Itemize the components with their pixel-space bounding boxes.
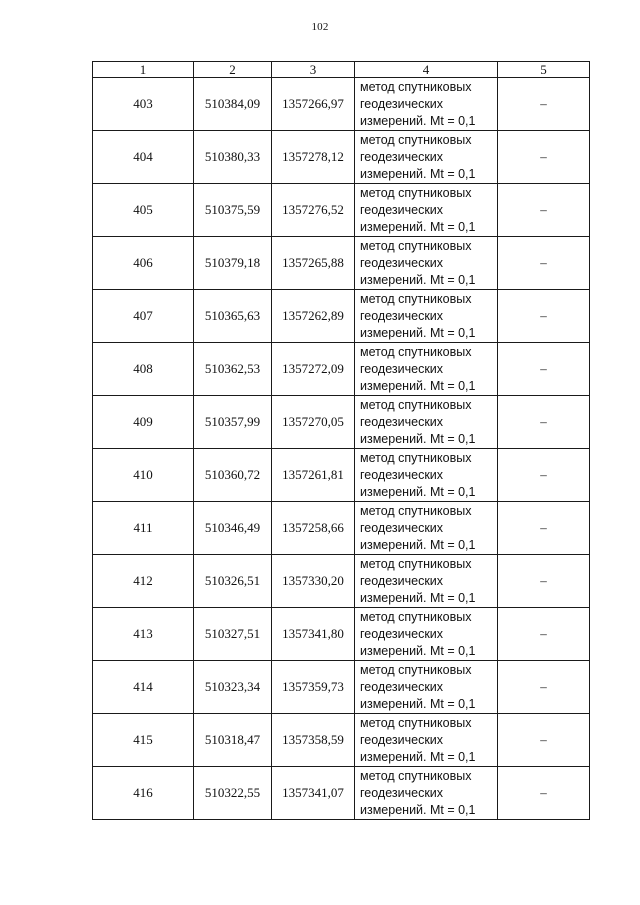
method-line: геодезических [360, 414, 444, 429]
y-coordinate-cell: 1357359,73 [272, 661, 355, 714]
method-line: геодезических [360, 626, 444, 641]
point-number-cell: 405 [93, 184, 194, 237]
y-coordinate-cell: 1357266,97 [272, 78, 355, 131]
method-cell [355, 131, 498, 184]
note-cell: – [498, 237, 590, 290]
point-number-cell: 415 [93, 714, 194, 767]
method-line: измерений. Mt = 0,1 [360, 643, 476, 658]
table-row [93, 502, 590, 555]
method-line: измерений. Mt = 0,1 [360, 378, 476, 393]
note-cell: – [498, 131, 590, 184]
method-line: метод спутниковых [360, 291, 472, 306]
method-cell [355, 661, 498, 714]
method-line: геодезических [360, 785, 444, 800]
note-cell: – [498, 608, 590, 661]
method-cell [355, 184, 498, 237]
method-cell [355, 237, 498, 290]
table-row [93, 237, 590, 290]
method-line: метод спутниковых [360, 79, 472, 94]
method-line: метод спутниковых [360, 450, 472, 465]
method-line: геодезических [360, 96, 444, 111]
method-cell [355, 343, 498, 396]
note-cell: – [498, 767, 590, 820]
y-coordinate-cell: 1357341,07 [272, 767, 355, 820]
page-number: 102 [311, 21, 329, 33]
y-coordinate-cell: 1357258,66 [272, 502, 355, 555]
y-coordinate-cell: 1357265,88 [272, 237, 355, 290]
method-line: метод спутниковых [360, 556, 472, 571]
point-number-cell: 408 [93, 343, 194, 396]
method-line: измерений. Mt = 0,1 [360, 219, 476, 234]
x-coordinate-cell: 510379,18 [194, 237, 272, 290]
coordinates-table [92, 61, 590, 820]
method-line: метод спутниковых [360, 344, 472, 359]
x-coordinate-cell: 510384,09 [194, 78, 272, 131]
method-cell [355, 767, 498, 820]
method-line: геодезических [360, 308, 444, 323]
method-line: метод спутниковых [360, 185, 472, 200]
table-row [93, 343, 590, 396]
y-coordinate-cell: 1357278,12 [272, 131, 355, 184]
table-row [93, 78, 590, 131]
method-line: измерений. Mt = 0,1 [360, 272, 476, 287]
note-cell: – [498, 290, 590, 343]
method-line: измерений. Mt = 0,1 [360, 325, 476, 340]
x-coordinate-cell: 510327,51 [194, 608, 272, 661]
y-coordinate-cell: 1357341,80 [272, 608, 355, 661]
table-row [93, 608, 590, 661]
note-cell: – [498, 396, 590, 449]
y-coordinate-cell: 1357261,81 [272, 449, 355, 502]
x-coordinate-cell: 510323,34 [194, 661, 272, 714]
y-coordinate-cell: 1357262,89 [272, 290, 355, 343]
method-line: геодезических [360, 520, 444, 535]
column-header: 2 [194, 62, 272, 78]
point-number-cell: 412 [93, 555, 194, 608]
y-coordinate-cell: 1357330,20 [272, 555, 355, 608]
method-line: геодезических [360, 573, 444, 588]
method-line: измерений. Mt = 0,1 [360, 166, 476, 181]
point-number-cell: 407 [93, 290, 194, 343]
note-cell: – [498, 343, 590, 396]
y-coordinate-cell: 1357272,09 [272, 343, 355, 396]
note-cell: – [498, 502, 590, 555]
y-coordinate-cell: 1357276,52 [272, 184, 355, 237]
method-line: геодезических [360, 255, 444, 270]
x-coordinate-cell: 510346,49 [194, 502, 272, 555]
point-number-cell: 416 [93, 767, 194, 820]
method-line: метод спутниковых [360, 715, 472, 730]
note-cell: – [498, 714, 590, 767]
table-row [93, 767, 590, 820]
method-line: метод спутниковых [360, 397, 472, 412]
method-cell [355, 290, 498, 343]
method-line: метод спутниковых [360, 238, 472, 253]
x-coordinate-cell: 510365,63 [194, 290, 272, 343]
x-coordinate-cell: 510375,59 [194, 184, 272, 237]
point-number-cell: 413 [93, 608, 194, 661]
note-cell: – [498, 184, 590, 237]
method-line: метод спутниковых [360, 662, 472, 677]
table-header [93, 62, 590, 78]
method-line: геодезических [360, 202, 444, 217]
x-coordinate-cell: 510380,33 [194, 131, 272, 184]
method-line: геодезических [360, 361, 444, 376]
table-row [93, 449, 590, 502]
x-coordinate-cell: 510362,53 [194, 343, 272, 396]
point-number-cell: 404 [93, 131, 194, 184]
point-number-cell: 411 [93, 502, 194, 555]
note-cell: – [498, 78, 590, 131]
method-line: измерений. Mt = 0,1 [360, 749, 476, 764]
method-cell [355, 555, 498, 608]
method-line: геодезических [360, 149, 444, 164]
method-line: геодезических [360, 679, 444, 694]
column-header: 4 [355, 62, 498, 78]
method-line: метод спутниковых [360, 609, 472, 624]
table-row [93, 714, 590, 767]
column-header: 1 [93, 62, 194, 78]
point-number-cell: 403 [93, 78, 194, 131]
column-header: 3 [272, 62, 355, 78]
method-line: метод спутниковых [360, 768, 472, 783]
x-coordinate-cell: 510318,47 [194, 714, 272, 767]
note-cell: – [498, 449, 590, 502]
x-coordinate-cell: 510322,55 [194, 767, 272, 820]
note-cell: – [498, 661, 590, 714]
method-cell [355, 502, 498, 555]
x-coordinate-cell: 510357,99 [194, 396, 272, 449]
header-row [93, 62, 590, 78]
method-cell [355, 449, 498, 502]
method-cell [355, 396, 498, 449]
method-line: измерений. Mt = 0,1 [360, 802, 476, 817]
y-coordinate-cell: 1357270,05 [272, 396, 355, 449]
method-line: измерений. Mt = 0,1 [360, 590, 476, 605]
method-cell [355, 714, 498, 767]
method-line: измерений. Mt = 0,1 [360, 484, 476, 499]
point-number-cell: 410 [93, 449, 194, 502]
method-line: измерений. Mt = 0,1 [360, 431, 476, 446]
point-number-cell: 414 [93, 661, 194, 714]
y-coordinate-cell: 1357358,59 [272, 714, 355, 767]
note-cell: – [498, 555, 590, 608]
method-line: геодезических [360, 467, 444, 482]
method-cell [355, 608, 498, 661]
table-row [93, 290, 590, 343]
x-coordinate-cell: 510326,51 [194, 555, 272, 608]
method-line: измерений. Mt = 0,1 [360, 113, 476, 128]
table-row [93, 396, 590, 449]
table-row [93, 661, 590, 714]
method-line: метод спутниковых [360, 503, 472, 518]
method-line: измерений. Mt = 0,1 [360, 537, 476, 552]
column-header: 5 [498, 62, 590, 78]
table-row [93, 555, 590, 608]
method-cell [355, 78, 498, 131]
method-line: метод спутниковых [360, 132, 472, 147]
method-line: измерений. Mt = 0,1 [360, 696, 476, 711]
x-coordinate-cell: 510360,72 [194, 449, 272, 502]
method-line: геодезических [360, 732, 444, 747]
point-number-cell: 406 [93, 237, 194, 290]
table-row [93, 184, 590, 237]
table-body [93, 78, 590, 820]
table-row [93, 131, 590, 184]
point-number-cell: 409 [93, 396, 194, 449]
